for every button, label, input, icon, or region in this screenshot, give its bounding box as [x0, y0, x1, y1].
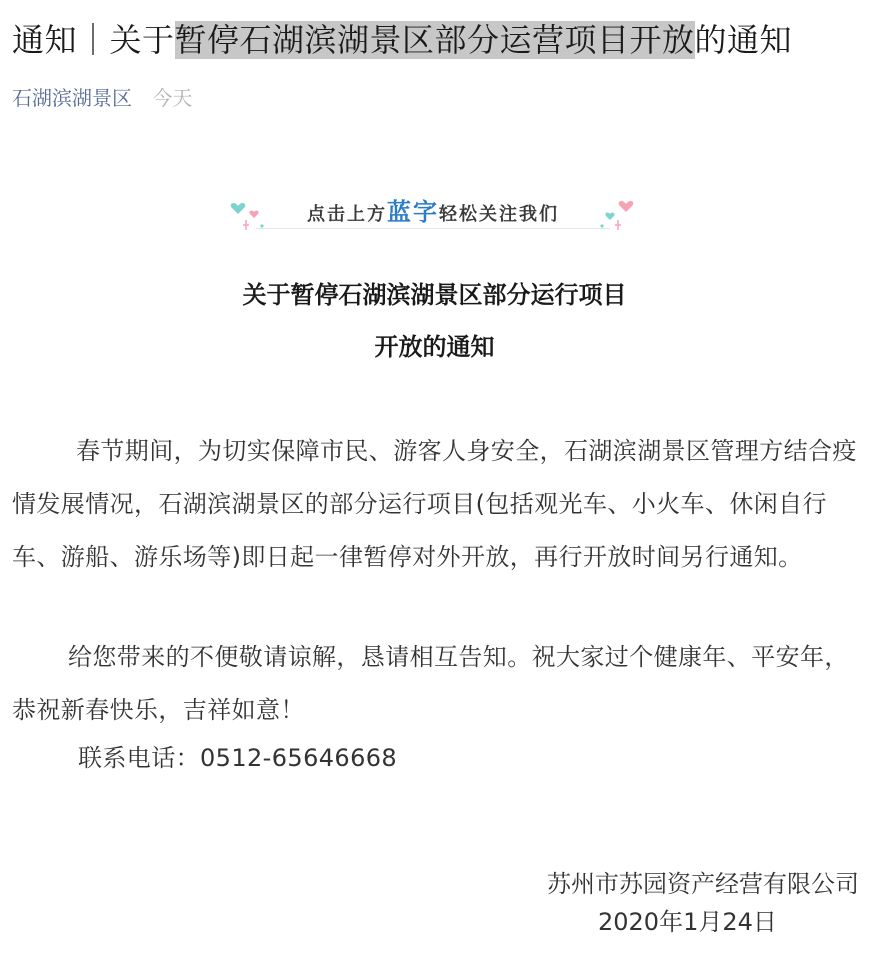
follow-banner [228, 190, 638, 236]
title-suffix: 的通知 [694, 21, 793, 59]
article-meta [12, 82, 192, 114]
title-prefix: 通知｜关于 [12, 21, 175, 59]
contact-phone: 联系电话：0512-65646668 [78, 744, 398, 772]
notice-heading-line1: 关于暂停石湖滨湖景区部分运行项目 [242, 281, 627, 309]
follow-text-after: 轻松关注我们 [439, 204, 559, 225]
notice-heading-line2: 开放的通知 [374, 333, 495, 361]
article-title [12, 18, 792, 62]
signature-organization: 苏州市苏园资产经营有限公司 [547, 870, 859, 898]
notice-paragraph: 春节期间，为切实保障市民、游客人身安全，石湖滨湖景区管理方结合疫情发展情况，石湖滨湖景区的部分运行项目(包括观光车、小火车、休闲自行车、游船、游乐场等)即日起一律暂停对外开放，再行开放时间另行通知。 [12, 437, 857, 571]
hearts-icon [594, 190, 638, 236]
follow-prompt [228, 198, 638, 229]
publish-date: 今天 [152, 86, 193, 110]
title-highlighted-text: 暂停石湖滨湖景区部分运营项目开放 [174, 21, 695, 59]
follow-text-before: 点击上方 [307, 204, 387, 225]
account-name-link[interactable]: 石湖滨湖景区 [12, 86, 132, 110]
follow-text-highlight: 蓝字 [387, 198, 439, 226]
notice-paragraph: 给您带来的不便敬请谅解，恳请相互告知。祝大家过个健康年、平安年，恭祝新春快乐，吉祥如意！ [12, 643, 849, 724]
signature-date: 2020年1月24日 [598, 908, 777, 936]
